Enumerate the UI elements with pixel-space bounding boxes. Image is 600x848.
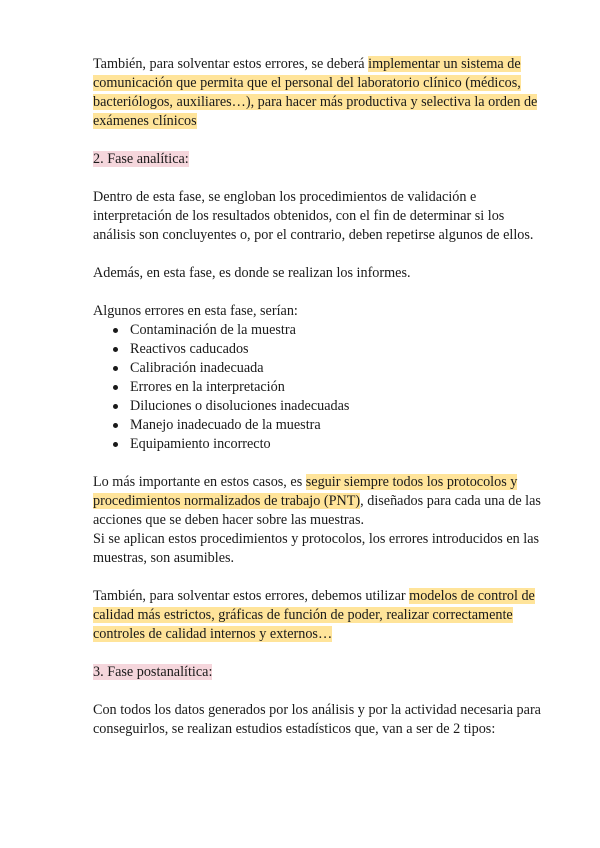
errors-intro: Algunos errores en esta fase, serían:: [93, 303, 298, 319]
section-2-paragraph-2: Además, en esta fase, es donde se realizan los informes.: [93, 265, 411, 281]
intro-highlight: implementar un sistema de comunicación que permita que el personal del laboratorio clínico (médicos, bacteriólogos, auxiliares…), para hacer más productiva y selectiva la orden de exámenes clínicos: [93, 56, 538, 129]
quality-control-highlight: modelos de control de calidad más estrictos, gráficas de función de poder, realizar correctamente controles de calidad internos y externos…: [93, 588, 535, 642]
section-2-paragraph-3: Lo más importante en estos casos, es seguir siempre todos los protocolos y procedimientos normalizados de trabajo (PNT), diseñados para cada una de las acciones que se deben hacer sobre las muestras.: [93, 474, 541, 528]
section-2-paragraph-1: Dentro de esta fase, se engloban los procedimientos de validación e interpretación de los resultados obtenidos, con el fin de determinar si los análisis son concluyentes o, por el contrario, deben repetirse algunos de ellos.: [93, 189, 534, 243]
bullet-icon: [113, 423, 118, 428]
intro-paragraph: [93, 55, 543, 131]
errors-list: [93, 321, 543, 454]
bullet-icon: [113, 328, 118, 333]
list-item: Calibración inadecuada: [93, 359, 543, 378]
pnt-highlight: seguir siempre todos los protocolos y procedimientos normalizados de trabajo (PNT): [93, 474, 518, 509]
intro-text: También, para solventar estos errores, se deberá: [93, 56, 369, 72]
section-2-heading: 2. Fase analítica:: [93, 151, 189, 167]
list-item: Contaminación de la muestra: [93, 321, 543, 340]
document-page: [93, 55, 543, 739]
section-3-paragraph-1: Con todos los datos generados por los análisis y por la actividad necesaria para conseguirlos, se realizan estudios estadísticos que, van a ser de 2 tipos:: [93, 702, 541, 737]
section-3-heading: 3. Fase postanalítica:: [93, 664, 213, 680]
bullet-icon: [113, 442, 118, 447]
list-item: Diluciones o disoluciones inadecuadas: [93, 397, 543, 416]
list-item: Errores en la interpretación: [93, 378, 543, 397]
section-3-heading-line: [93, 663, 543, 682]
list-item: Manejo inadecuado de la muestra: [93, 416, 543, 435]
bullet-icon: [113, 404, 118, 409]
list-item: Equipamiento incorrecto: [93, 435, 543, 454]
section-2-paragraph-4: Si se aplican estos procedimientos y protocolos, los errores introducidos en las muestras, son asumibles.: [93, 531, 540, 566]
section-2-paragraph-5: También, para solventar estos errores, debemos utilizar modelos de control de calidad más estrictos, gráficas de función de poder, realizar correctamente controles de calidad internos y externos…: [93, 588, 535, 642]
bullet-icon: [113, 347, 118, 352]
bullet-icon: [113, 366, 118, 371]
bullet-icon: [113, 385, 118, 390]
section-2-heading-line: [93, 150, 543, 169]
list-item: Reactivos caducados: [93, 340, 543, 359]
